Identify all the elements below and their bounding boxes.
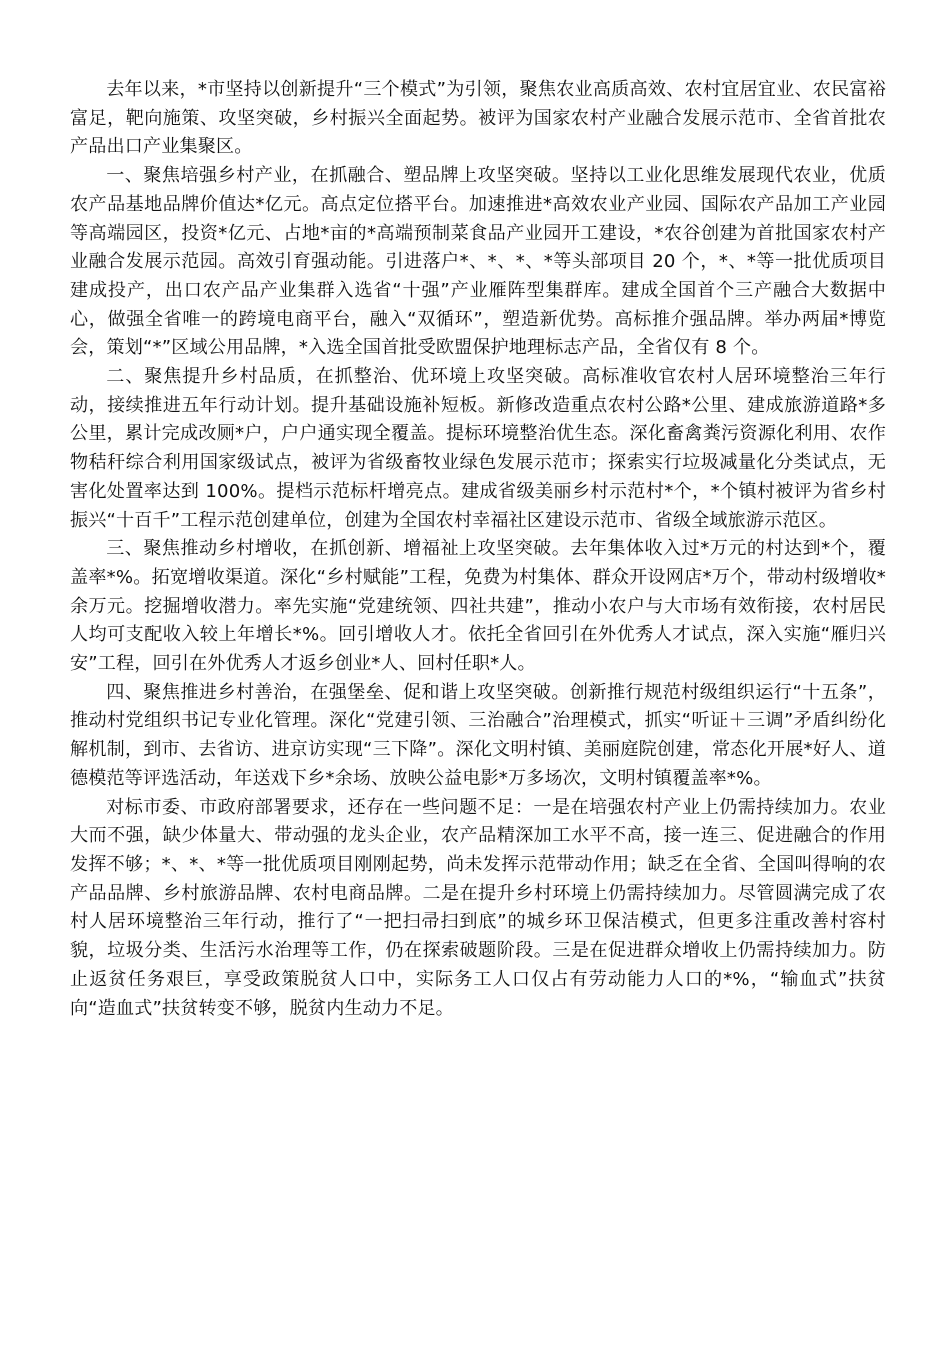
- paragraph-section-1-industry: 一、聚焦培强乡村产业，在抓融合、塑品牌上攻坚突破。坚持以工业化思维发展现代农业，优质农产品基地品牌价值达*亿元。高点定位搭平台。加速推进*高效农业产业园、国际农产品加工产业园等高端园区，投资*亿元、占地*亩的*高端预制菜食品产业园开工建设，*农谷创建为首批国家农村产业融合发展示范园。高效引育强动能。引进落户*、*、*、*等头部项目 20 个，*、*等一批优质项目建成投产，出口农产品产业集群入选省“十强”产业雁阵型集群库。建成全国首个三产融合大数据中心，做强全省唯一的跨境电商平台，融入“双循环”，塑造新优势。高标推介强品牌。举办两届*博览会，策划“*”区域公用品牌，*入选全国首批受欧盟保护地理标志产品，全省仅有 8 个。: [70, 165, 886, 359]
- paragraph-intro: 去年以来，*市坚持以创新提升“三个模式”为引领，聚焦农业高质高效、农村宜居宜业、农民富裕富足，靶向施策、攻坚突破，乡村振兴全面起势。被评为国家农村产业融合发展示范市、全省首批农产品出口产业集聚区。: [70, 79, 886, 158]
- paragraph-problems: 对标市委、市政府部署要求，还存在一些问题不足：一是在培强农村产业上仍需持续加力。农业大而不强，缺少体量大、带动强的龙头企业，农产品精深加工水平不高，接一连三、促进融合的作用发挥不够；*、*、*等一批优质项目刚刚起势，尚未发挥示范带动作用；缺乏在全省、全国叫得响的农产品品牌、乡村旅游品牌、农村电商品牌。二是在提升乡村环境上仍需持续加力。尽管圆满完成了农村人居环境整治三年行动，推行了“一把扫帚扫到底”的城乡环卫保洁模式，但更多注重改善村容村貌，垃圾分类、生活污水治理等工作，仍在探索破题阶段。三是在促进群众增收上仍需持续加力。防止返贫任务艰巨，享受政策脱贫人口中，实际务工人口仅占有劳动能力人口的*%，“输血式”扶贫向“造血式”扶贫转变不够，脱贫内生动力不足。: [70, 796, 886, 1019]
- paragraph-section-3-income: 三、聚焦推动乡村增收，在抓创新、增福祉上攻坚突破。去年集体收入过*万元的村达到*个，覆盖率*%。拓宽增收渠道。深化“乡村赋能”工程，免费为村集体、群众开设网店*万个，带动村级增收*余万元。挖掘增收潜力。率先实施“党建统领、四社共建”，推动小农户与大市场有效衔接，农村居民人均可支配收入较上年增长*%。回引增收人才。依托全省回引在外优秀人才试点，深入实施“雁归兴安”工程，回引在外优秀人才返乡创业*人、回村任职*人。: [70, 538, 886, 675]
- paragraph-section-2-quality: 二、聚焦提升乡村品质，在抓整治、优环境上攻坚突破。高标准收官农村人居环境整治三年行动，接续推进五年行动计划。提升基础设施补短板。新修改造重点农村公路*公里、建成旅游道路*多公里，累计完成改厕*户，户户通实现全覆盖。提标环境整治优生态。深化畜禽粪污资源化利用、农作物秸秆综合利用国家级试点，被评为省级畜牧业绿色发展示范市；探索实行垃圾减量化分类试点，无害化处置率达到 100%。提档示范标杆增亮点。建成省级美丽乡村示范村*个，*个镇村被评为省乡村振兴“十百千”工程示范创建单位，创建为全国农村幸福社区建设示范市、省级全域旅游示范区。: [70, 366, 886, 531]
- document-body: [70, 76, 886, 1023]
- paragraph-section-4-governance: 四、聚焦推进乡村善治，在强堡垒、促和谐上攻坚突破。创新推行规范村级组织运行“十五条”，推动村党组织书记专业化管理。深化“党建引领、三治融合”治理模式，抓实“听证＋三调”矛盾纠纷化解机制，到市、去省访、进京访实现“三下降”。深化文明村镇、美丽庭院创建，常态化开展*好人、道德模范等评选活动，年送戏下乡*余场、放映公益电影*万多场次，文明村镇覆盖率*%。: [70, 681, 886, 789]
